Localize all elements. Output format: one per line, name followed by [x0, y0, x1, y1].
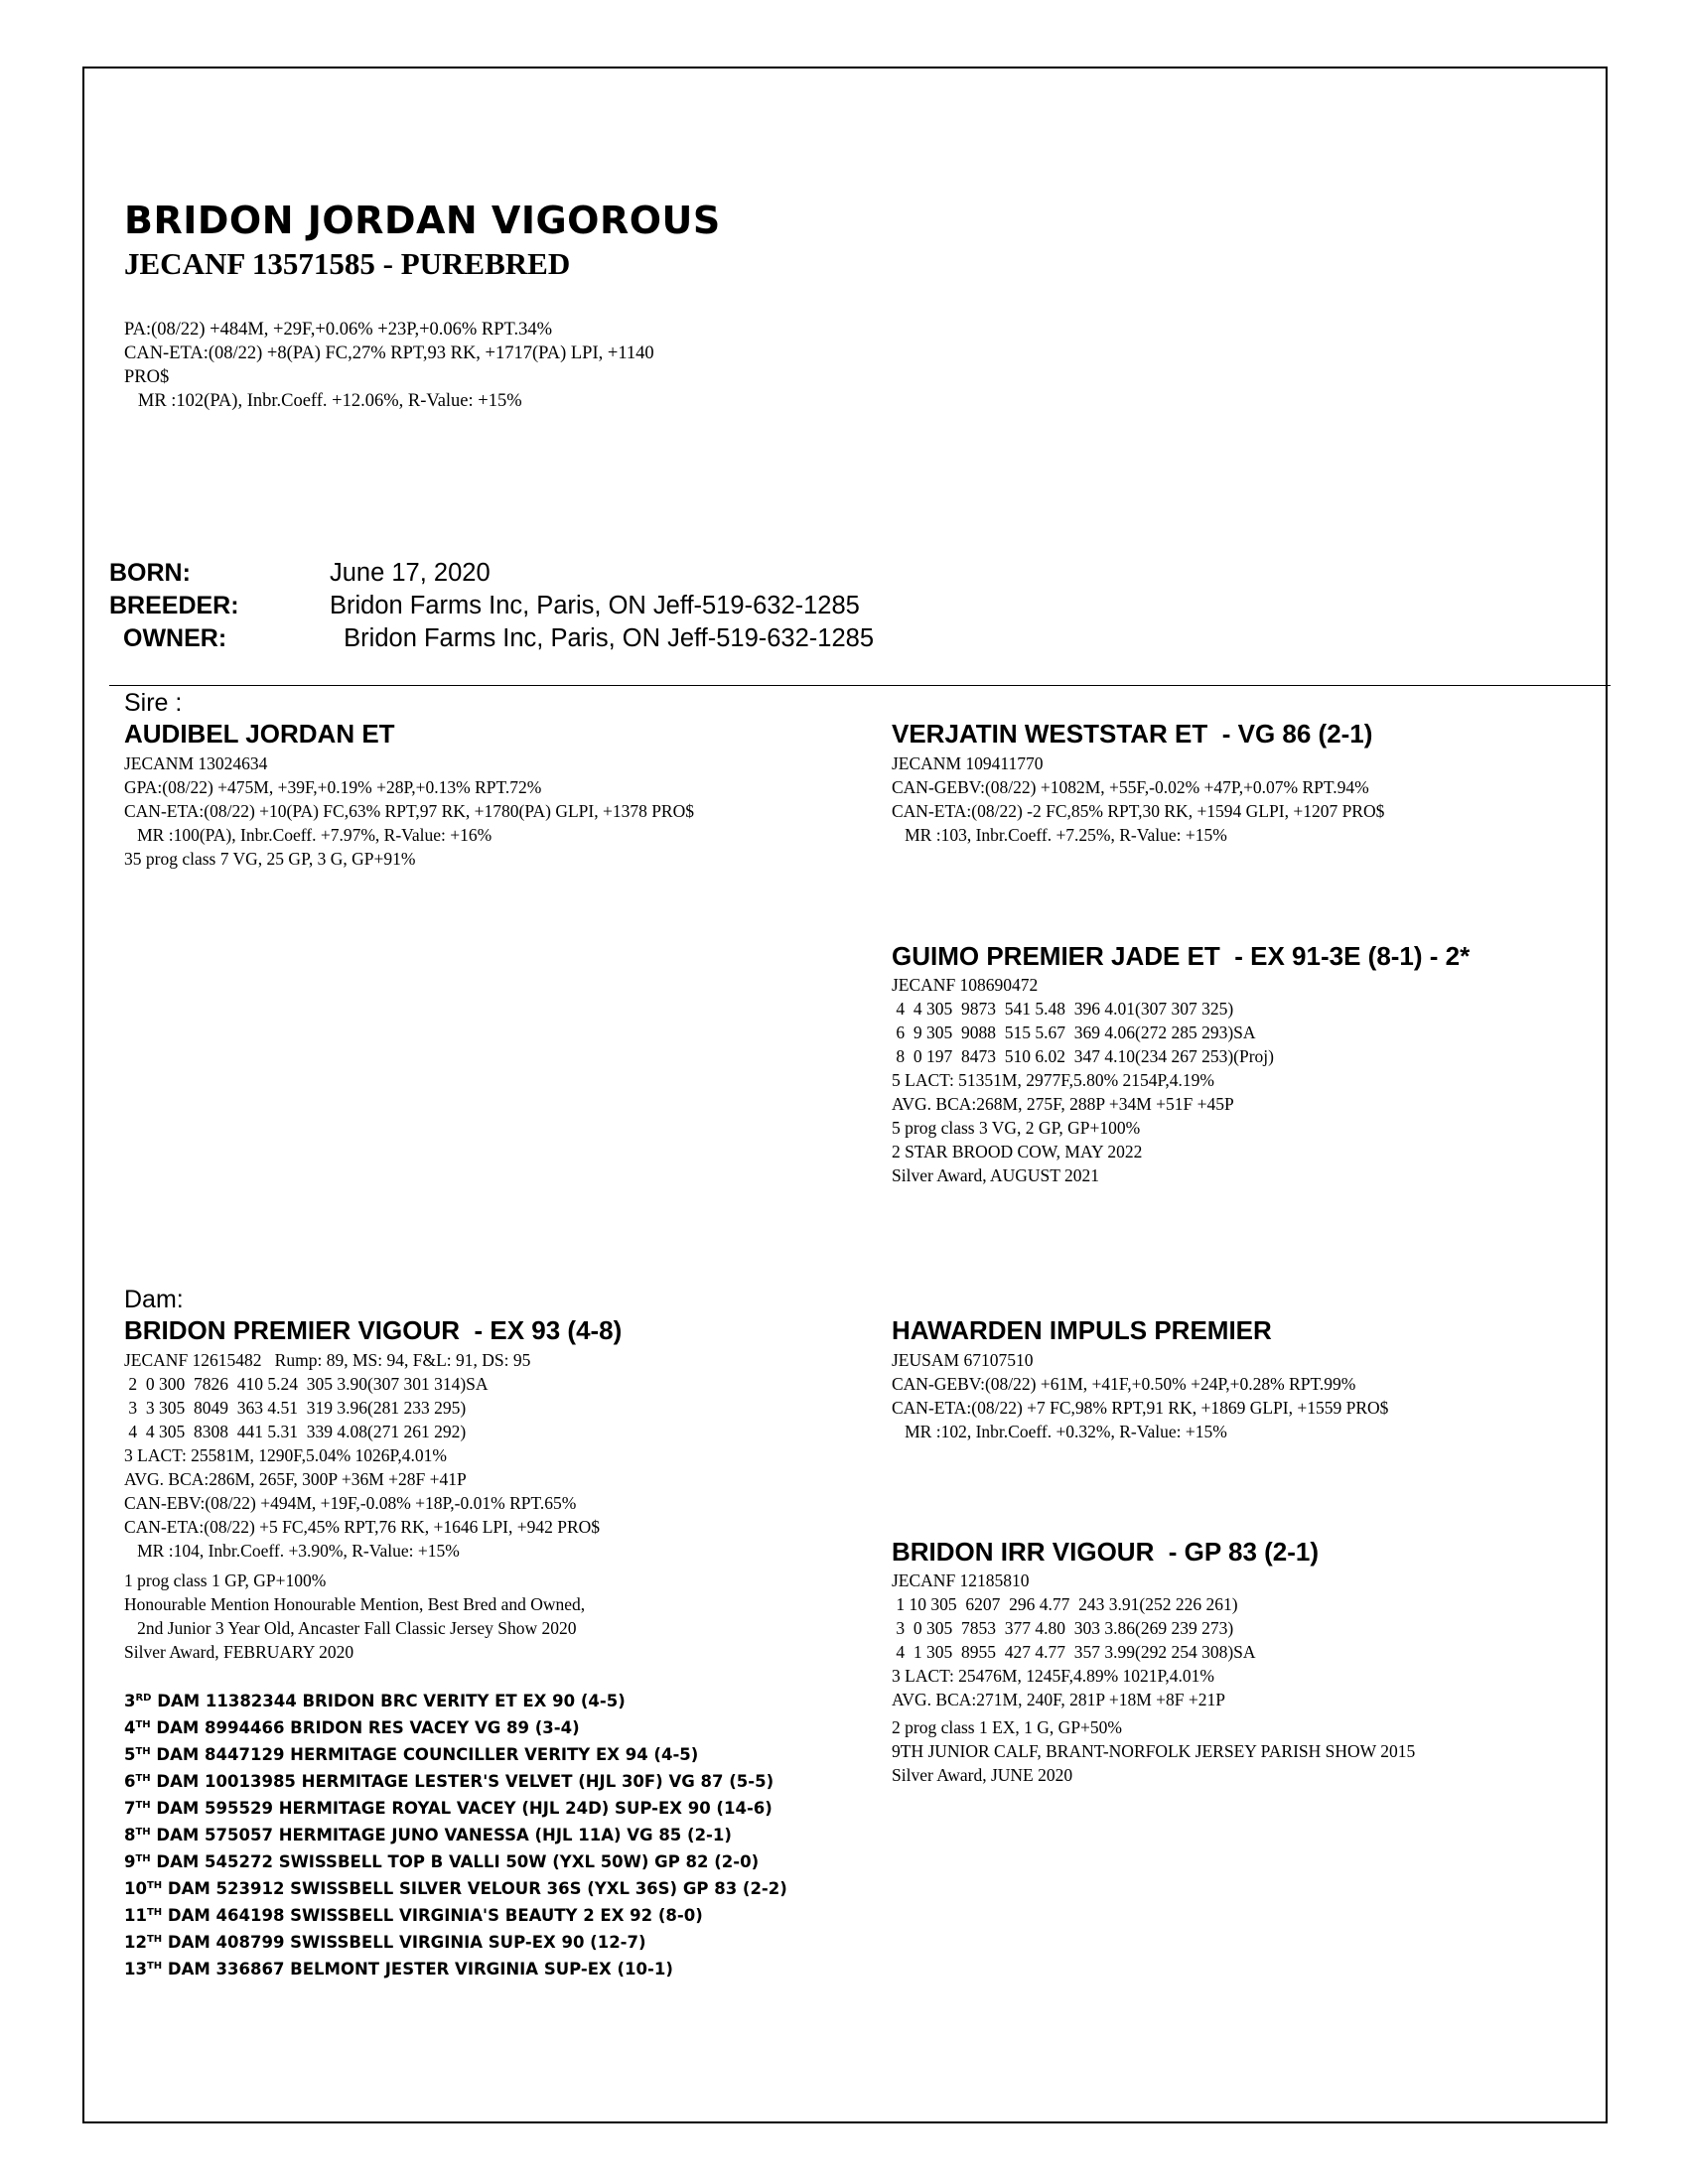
animal-name: BRIDON JORDAN VIGOROUS — [124, 199, 721, 242]
sire-detail-line: 35 prog class 7 VG, 25 GP, 3 G, GP+91% — [124, 849, 416, 869]
dam-dam-detail-line: 4 1 305 8955 427 4.77 357 3.99(292 254 308)SA — [892, 1642, 1256, 1662]
divider-line — [109, 685, 1611, 686]
lineage-item: 10TH DAM 523912 SWISSBELL SILVER VELOUR 36S (YXL 36S) GP 83 (2-2) — [124, 1879, 787, 1898]
sire-sire-name: VERJATIN WESTSTAR ET - VG 86 (2-1) — [892, 719, 1373, 749]
lineage-item: 11TH DAM 464198 SWISSBELL VIRGINIA'S BEAUTY 2 EX 92 (8-0) — [124, 1906, 703, 1925]
animal-stats — [124, 318, 819, 413]
dam-detail-line: 3 3 305 8049 363 4.51 319 3.96(281 233 295) — [124, 1398, 467, 1418]
dam-dam-awards — [892, 1715, 1415, 1787]
dam-dam-award-line: Silver Award, JUNE 2020 — [892, 1765, 1073, 1785]
sire-dam-detail-line: 5 prog class 3 VG, 2 GP, GP+100% — [892, 1118, 1141, 1138]
dam-label: Dam: — [124, 1286, 184, 1313]
dam-name: BRIDON PREMIER VIGOUR - EX 93 (4-8) — [124, 1315, 623, 1345]
dam-detail-line: CAN-EBV:(08/22) +494M, +19F,-0.08% +18P,-0.01% RPT.65% — [124, 1493, 577, 1513]
sire-dam-detail-line: Silver Award, AUGUST 2021 — [892, 1165, 1100, 1185]
sire-dam-detail-line: 5 LACT: 51351M, 2977F,5.80% 2154P,4.19% — [892, 1070, 1214, 1090]
dam-sire-detail-line: CAN-ETA:(08/22) +7 FC,98% RPT,91 RK, +1869 GLPI, +1559 PRO$ — [892, 1398, 1389, 1418]
sire-dam-detail-line: JECANF 108690472 — [892, 975, 1039, 995]
sire-dam-name: GUIMO PREMIER JADE ET - EX 91-3E (8-1) - 2* — [892, 941, 1471, 971]
dam-awards — [124, 1569, 585, 1664]
sire-name: AUDIBEL JORDAN ET — [124, 719, 395, 749]
born-value: June 17, 2020 — [330, 559, 491, 587]
sire-detail-line: JECANM 13024634 — [124, 753, 268, 773]
dam-dam-name: BRIDON IRR VIGOUR - GP 83 (2-1) — [892, 1537, 1320, 1567]
sire-sire-detail-line: CAN-GEBV:(08/22) +1082M, +55F,-0.02% +47P,+0.07% RPT.94% — [892, 777, 1369, 797]
lineage-item: 9TH DAM 545272 SWISSBELL TOP B VALLI 50W (YXL 50W) GP 82 (2-0) — [124, 1852, 760, 1871]
owner-value: Bridon Farms Inc, Paris, ON Jeff-519-632-1285 — [330, 624, 875, 652]
sire-details — [124, 751, 694, 871]
dam-sire-detail-line: JEUSAM 67107510 — [892, 1350, 1034, 1370]
registration-line: JECANF 13571585 - PUREBRED — [124, 246, 571, 281]
dam-dam-award-line: 2 prog class 1 EX, 1 G, GP+50% — [892, 1717, 1123, 1737]
breeder-value: Bridon Farms Inc, Paris, ON Jeff-519-632-1285 — [330, 592, 860, 619]
lineage-item: 6TH DAM 10013985 HERMITAGE LESTER'S VELVET (HJL 30F) VG 87 (5-5) — [124, 1772, 774, 1791]
lineage-item: 4TH DAM 8994466 BRIDON RES VACEY VG 89 (3-4) — [124, 1718, 580, 1737]
sire-detail-line: MR :100(PA), Inbr.Coeff. +7.97%, R-Value: +16% — [124, 825, 492, 845]
sire-dam-detail-line: 6 9 305 9088 515 5.67 369 4.06(272 285 293)SA — [892, 1023, 1256, 1042]
sire-dam-detail-line: 2 STAR BROOD COW, MAY 2022 — [892, 1142, 1143, 1161]
lineage-item: 13TH DAM 336867 BELMONT JESTER VIRGINIA SUP-EX (10-1) — [124, 1960, 673, 1979]
sire-sire-details — [892, 751, 1384, 847]
dam-award-line: Silver Award, FEBRUARY 2020 — [124, 1642, 354, 1662]
stats-line: PA:(08/22) +484M, +29F,+0.06% +23P,+0.06% RPT.34% — [124, 320, 553, 340]
dam-sire-detail-line: MR :102, Inbr.Coeff. +0.32%, R-Value: +15% — [892, 1422, 1227, 1441]
sire-sire-detail-line: MR :103, Inbr.Coeff. +7.25%, R-Value: +15% — [892, 825, 1227, 845]
sire-sire-detail-line: JECANM 109411770 — [892, 753, 1044, 773]
sire-dam-detail-line: 8 0 197 8473 510 6.02 347 4.10(234 267 253)(Proj) — [892, 1046, 1274, 1066]
dam-dam-detail-line: 3 LACT: 25476M, 1245F,4.89% 1021P,4.01% — [892, 1666, 1214, 1686]
lineage-item: 12TH DAM 408799 SWISSBELL VIRGINIA SUP-EX 90 (12-7) — [124, 1933, 646, 1952]
lineage-item: 3RD DAM 11382344 BRIDON BRC VERITY ET EX 90 (4-5) — [124, 1692, 626, 1710]
dam-detail-line: MR :104, Inbr.Coeff. +3.90%, R-Value: +15% — [124, 1541, 460, 1561]
breeder-label: BREEDER: — [109, 592, 239, 619]
dam-detail-line: JECANF 12615482 Rump: 89, MS: 94, F&L: 91, DS: 95 — [124, 1350, 531, 1370]
stats-line: PRO$ — [124, 367, 170, 387]
born-label: BORN: — [109, 559, 191, 587]
dam-detail-line: 4 4 305 8308 441 5.31 339 4.08(271 261 292) — [124, 1422, 467, 1441]
lineage-item: 7TH DAM 595529 HERMITAGE ROYAL VACEY (HJL 24D) SUP-EX 90 (14-6) — [124, 1799, 773, 1818]
dam-detail-line: CAN-ETA:(08/22) +5 FC,45% RPT,76 RK, +1646 LPI, +942 PRO$ — [124, 1517, 601, 1537]
sire-detail-line: CAN-ETA:(08/22) +10(PA) FC,63% RPT,97 RK, +1780(PA) GLPI, +1378 PRO$ — [124, 801, 694, 821]
dam-lineage-list — [124, 1688, 787, 1982]
lineage-item: 8TH DAM 575057 HERMITAGE JUNO VANESSA (HJL 11A) VG 85 (2-1) — [124, 1826, 732, 1844]
dam-award-line: 1 prog class 1 GP, GP+100% — [124, 1570, 327, 1590]
sire-dam-details — [892, 973, 1274, 1187]
dam-details — [124, 1348, 600, 1563]
stats-line: CAN-ETA:(08/22) +8(PA) FC,27% RPT,93 RK, +1717(PA) LPI, +1140 — [124, 343, 654, 363]
dam-dam-detail-line: JECANF 12185810 — [892, 1570, 1030, 1590]
sire-sire-detail-line: CAN-ETA:(08/22) -2 FC,85% RPT,30 RK, +1594 GLPI, +1207 PRO$ — [892, 801, 1385, 821]
stats-line: MR :102(PA), Inbr.Coeff. +12.06%, R-Value: +15% — [124, 391, 522, 411]
dam-dam-award-line: 9TH JUNIOR CALF, BRANT-NORFOLK JERSEY PARISH SHOW 2015 — [892, 1741, 1416, 1761]
dam-award-line: Honourable Mention Honourable Mention, Best Bred and Owned, — [124, 1594, 586, 1614]
dam-dam-detail-line: 1 10 305 6207 296 4.77 243 3.91(252 226 261) — [892, 1594, 1238, 1614]
dam-sire-name: HAWARDEN IMPULS PREMIER — [892, 1315, 1272, 1345]
dam-dam-detail-line: 3 0 305 7853 377 4.80 303 3.86(269 239 273) — [892, 1618, 1234, 1638]
sire-dam-detail-line: 4 4 305 9873 541 5.48 396 4.01(307 307 325) — [892, 999, 1234, 1019]
sire-detail-line: GPA:(08/22) +475M, +39F,+0.19% +28P,+0.13% RPT.72% — [124, 777, 542, 797]
dam-award-line: 2nd Junior 3 Year Old, Ancaster Fall Classic Jersey Show 2020 — [124, 1618, 577, 1638]
dam-detail-line: AVG. BCA:286M, 265F, 300P +36M +28F +41P — [124, 1469, 467, 1489]
dam-sire-detail-line: CAN-GEBV:(08/22) +61M, +41F,+0.50% +24P,+0.28% RPT.99% — [892, 1374, 1356, 1394]
lineage-item: 5TH DAM 8447129 HERMITAGE COUNCILLER VERITY EX 94 (4-5) — [124, 1745, 699, 1764]
sire-dam-detail-line: AVG. BCA:268M, 275F, 288P +34M +51F +45P — [892, 1094, 1234, 1114]
dam-detail-line: 3 LACT: 25581M, 1290F,5.04% 1026P,4.01% — [124, 1445, 447, 1465]
dam-dam-detail-line: AVG. BCA:271M, 240F, 281P +18M +8F +21P — [892, 1690, 1225, 1709]
dam-detail-line: 2 0 300 7826 410 5.24 305 3.90(307 301 314)SA — [124, 1374, 489, 1394]
dam-dam-details — [892, 1569, 1256, 1711]
sire-label: Sire : — [124, 689, 183, 717]
dam-sire-details — [892, 1348, 1388, 1443]
owner-label: OWNER: — [123, 624, 227, 652]
